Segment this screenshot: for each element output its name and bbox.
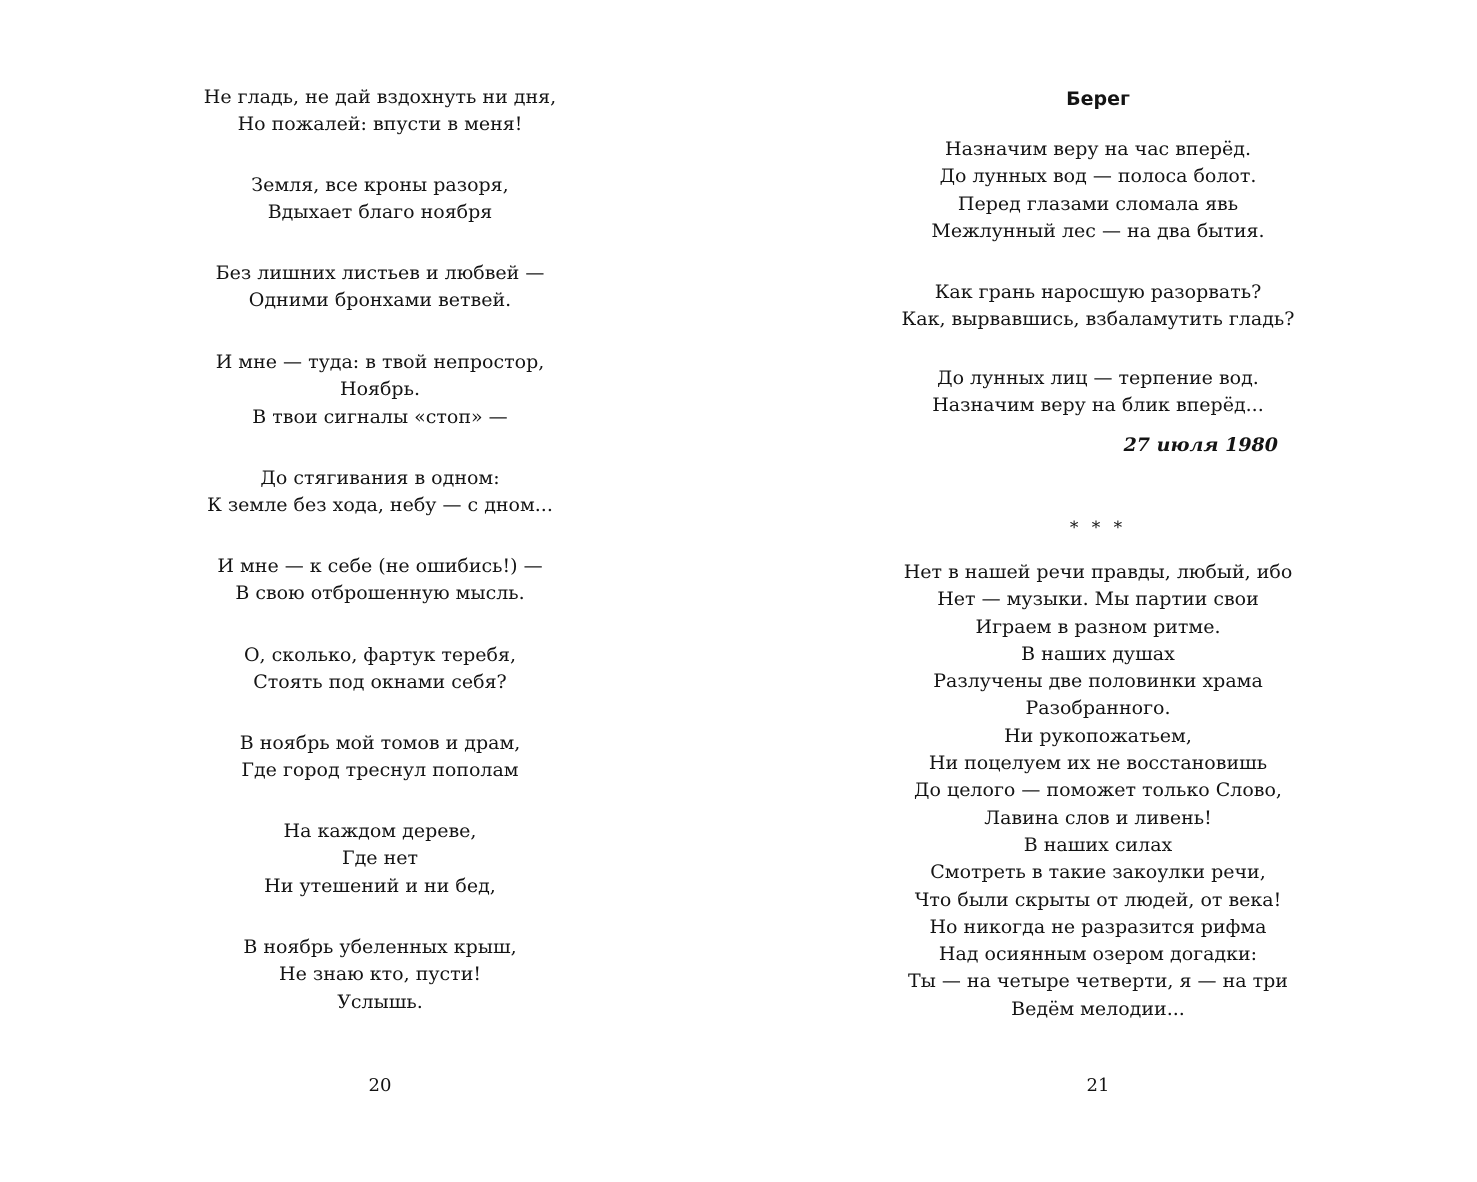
verse-line: К земле без хода, небу — с дном... (207, 494, 553, 517)
stanza (120, 260, 640, 315)
verse-line: До лунных вод — полоса болот. (939, 165, 1257, 188)
page-number: 21 (1086, 1075, 1110, 1096)
stanza (120, 349, 640, 431)
verse-line: Назначим веру на час вперёд. (945, 138, 1251, 160)
stanza (120, 730, 640, 785)
verse-line: О, сколько, фартук теребя, (243, 644, 516, 666)
stanza (838, 365, 1358, 420)
verse-line: Одними бронхами ветвей. (248, 289, 512, 312)
verse-line: Нет — музыки. Мы партии свои (937, 588, 1259, 611)
section-separator: * * * (1069, 518, 1127, 538)
verse-line: Смотреть в такие закоулки речи, (930, 861, 1266, 884)
verse-line: На каждом дереве, (283, 820, 477, 842)
verse-line: В твои сигналы «стоп» — (252, 405, 508, 428)
verse-line: Межлунный лес — на два бытия. (931, 219, 1265, 242)
verse-line: Ни утешений и ни бед, (264, 874, 496, 897)
verse-line: Ты — на четыре четверти, я — на три (908, 970, 1288, 993)
verse-line: Ноябрь. (340, 378, 420, 401)
verse-line: Лавина слов и ливень! (984, 806, 1212, 829)
verse-line: До стягивания в одном: (260, 467, 500, 489)
verse-line: В наших силах (1023, 833, 1173, 856)
verse-line: И мне — туда: в твой непростор, (215, 351, 545, 373)
verse-line: Стоять под окнами себя? (253, 671, 507, 694)
stanza (838, 136, 1358, 245)
verse-line: И мне — к себе (не ошибись!) — (217, 555, 543, 577)
verse-line: До лунных лиц — терпение вод. (937, 367, 1259, 389)
verse-line: В ноябрь мой томов и драм, (239, 732, 521, 754)
stanza (838, 279, 1358, 334)
verse-line: Ни рукопожатьем, (1004, 724, 1192, 747)
verse-line: Назначим веру на блик вперёд... (932, 394, 1264, 417)
stanza (838, 559, 1358, 1023)
verse-line: Над осиянным озером догадки: (938, 943, 1258, 966)
verse-line: Нет в нашей речи правды, любый, ибо (903, 561, 1293, 583)
stanza (120, 84, 640, 139)
verse-line: Вдыхает благо ноября (267, 201, 493, 224)
verse-line: Где нет (342, 847, 418, 870)
stanza (120, 465, 640, 520)
verse-line: Но никогда не разразится рифма (929, 915, 1267, 938)
stanza (120, 172, 640, 227)
poem-date: 27 июля 1980 (1123, 434, 1278, 456)
verse-line: Как, вырвавшись, взбаламутить гладь? (901, 308, 1295, 331)
verse-line: Разобранного. (1025, 697, 1171, 720)
stanza (120, 553, 640, 608)
verse-line: Без лишних листьев и любвей — (215, 262, 545, 284)
verse-line: Как грань наросшую разорвать? (934, 281, 1262, 303)
left-page (120, 0, 640, 1182)
page-number: 20 (368, 1075, 392, 1096)
stanza (120, 642, 640, 697)
verse-line: В наших душах (1021, 642, 1175, 665)
verse-line: До целого — поможет только Слово, (914, 779, 1282, 802)
verse-line: Не знаю кто, пусти! (279, 963, 481, 986)
verse-line: В свою отброшенную мысль. (235, 582, 525, 605)
stanza (120, 934, 640, 1016)
verse-line: Перед глазами сломала явь (957, 192, 1239, 215)
verse-line: Земля, все кроны разоря, (251, 174, 509, 196)
verse-line: Услышь. (337, 990, 423, 1013)
verse-line: Играем в разном ритме. (975, 615, 1221, 638)
poem-title: Берег (1066, 88, 1130, 110)
verse-line: Что были скрыты от людей, от века! (914, 888, 1282, 911)
right-page (838, 0, 1358, 1182)
verse-line: Разлучены две половинки храма (933, 670, 1263, 693)
verse-line: Но пожалей: впусти в меня! (237, 113, 523, 136)
verse-line: Ведём мелодии... (1011, 997, 1185, 1020)
verse-line: Ни поцелуем их не восстановишь (928, 752, 1268, 775)
verse-line: Где город треснул пополам (241, 759, 519, 782)
verse-line: В ноябрь убеленных крыш, (243, 936, 517, 958)
stanza (120, 818, 640, 900)
verse-line: Не гладь, не дай вздохнуть ни дня, (203, 86, 557, 108)
